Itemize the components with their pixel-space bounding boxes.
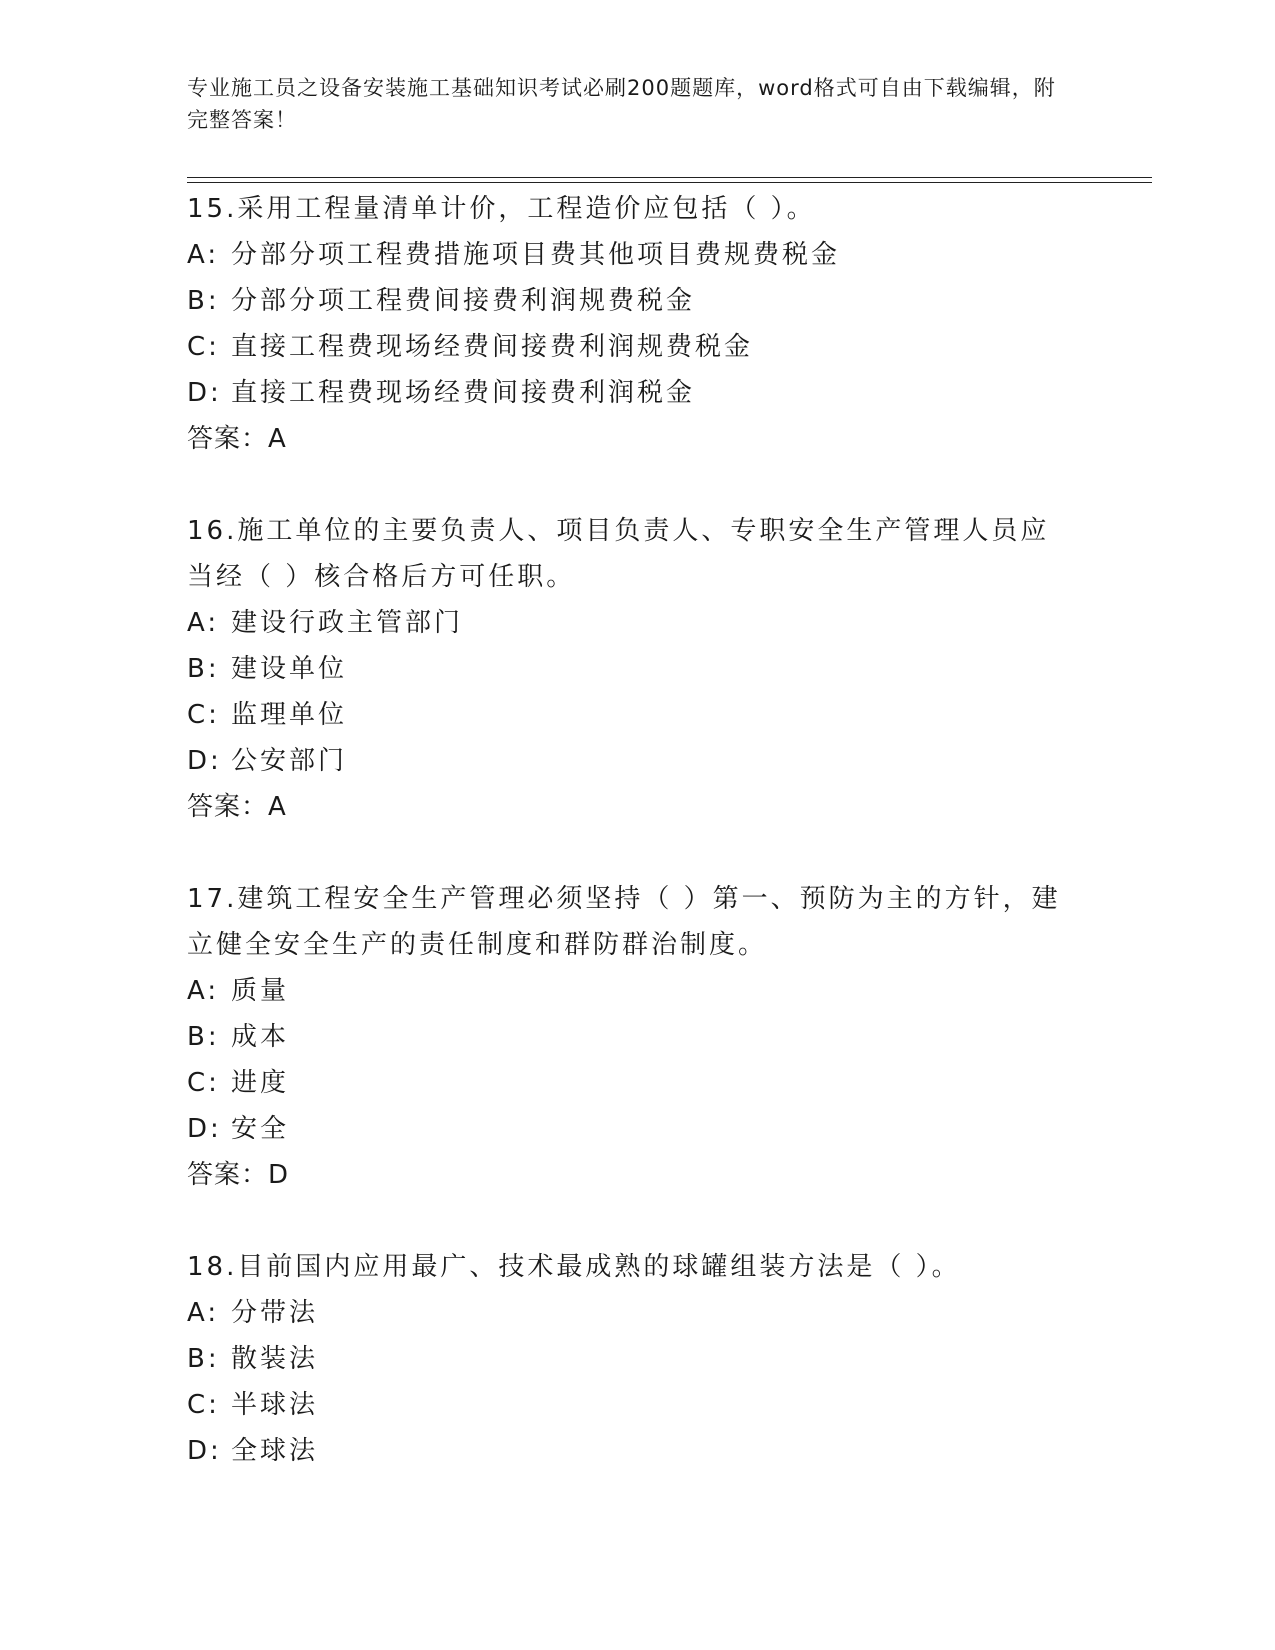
option-b — [187, 1014, 1087, 1060]
option-a — [187, 600, 1087, 646]
question-stem: 18.目前国内应用最广、技术最成熟的球罐组装方法是（ ）。 — [187, 1252, 961, 1282]
option-letter: B: — [187, 1344, 220, 1374]
option-letter: C: — [187, 332, 220, 362]
option-d — [187, 1428, 1087, 1474]
option-letter: C: — [187, 1390, 220, 1420]
option-c — [187, 1060, 1087, 1106]
option-d — [187, 1106, 1087, 1152]
option-letter: B: — [187, 1022, 220, 1052]
option-text: 建设单位 — [231, 654, 348, 684]
question-16 — [187, 508, 1087, 830]
option-c — [187, 324, 1087, 370]
option-letter: D: — [187, 1114, 222, 1144]
option-b — [187, 646, 1087, 692]
question-stem: 17.建筑工程安全生产管理必须坚持（ ）第一、预防为主的方针，建立健全安全生产的责任制度和群防群治制度。 — [187, 884, 1061, 960]
question-18 — [187, 1244, 1087, 1474]
question-list — [187, 186, 1087, 1520]
option-letter: B: — [187, 654, 220, 684]
option-text: 分部分项工程费措施项目费其他项目费规费税金 — [231, 240, 841, 270]
option-text: 分带法 — [231, 1298, 319, 1328]
option-text: 建设行政主管部门 — [231, 608, 464, 638]
option-text: 分部分项工程费间接费利润规费税金 — [231, 286, 696, 316]
option-text: 进度 — [231, 1068, 290, 1098]
option-text: 全球法 — [231, 1436, 319, 1466]
option-text: 半球法 — [231, 1390, 319, 1420]
document-header: 专业施工员之设备安装施工基础知识考试必刷200题题库，word格式可自由下载编辑，附完整答案！ — [187, 76, 1056, 132]
option-letter: C: — [187, 700, 220, 730]
option-letter: A: — [187, 608, 220, 638]
option-letter: A: — [187, 976, 220, 1006]
option-d — [187, 738, 1087, 784]
option-c — [187, 692, 1087, 738]
answer-line: 答案：A — [187, 792, 287, 822]
option-c — [187, 1382, 1087, 1428]
question-15 — [187, 186, 1087, 462]
option-letter: D: — [187, 746, 222, 776]
header-divider-top — [187, 177, 1152, 178]
option-text: 质量 — [231, 976, 290, 1006]
option-text: 直接工程费现场经费间接费利润规费税金 — [231, 332, 754, 362]
option-a — [187, 1290, 1087, 1336]
option-text: 成本 — [231, 1022, 290, 1052]
question-stem: 16.施工单位的主要负责人、项目负责人、专职安全生产管理人员应当经（ ）核合格后方可任职。 — [187, 516, 1050, 592]
option-letter: B: — [187, 286, 220, 316]
option-b — [187, 1336, 1087, 1382]
option-a — [187, 232, 1087, 278]
answer-line: 答案：A — [187, 424, 287, 454]
option-letter: C: — [187, 1068, 220, 1098]
option-letter: A: — [187, 1298, 220, 1328]
option-d — [187, 370, 1087, 416]
option-text: 直接工程费现场经费间接费利润税金 — [231, 378, 696, 408]
option-b — [187, 278, 1087, 324]
option-letter: D: — [187, 1436, 222, 1466]
header-divider-bottom — [187, 182, 1152, 183]
question-17 — [187, 876, 1087, 1198]
option-text: 公安部门 — [231, 746, 348, 776]
option-text: 安全 — [231, 1114, 290, 1144]
question-stem: 15.采用工程量清单计价，工程造价应包括（ ）。 — [187, 194, 816, 224]
option-letter: D: — [187, 378, 222, 408]
option-letter: A: — [187, 240, 220, 270]
option-a — [187, 968, 1087, 1014]
answer-line: 答案：D — [187, 1160, 290, 1190]
option-text: 监理单位 — [231, 700, 348, 730]
option-text: 散装法 — [231, 1344, 319, 1374]
